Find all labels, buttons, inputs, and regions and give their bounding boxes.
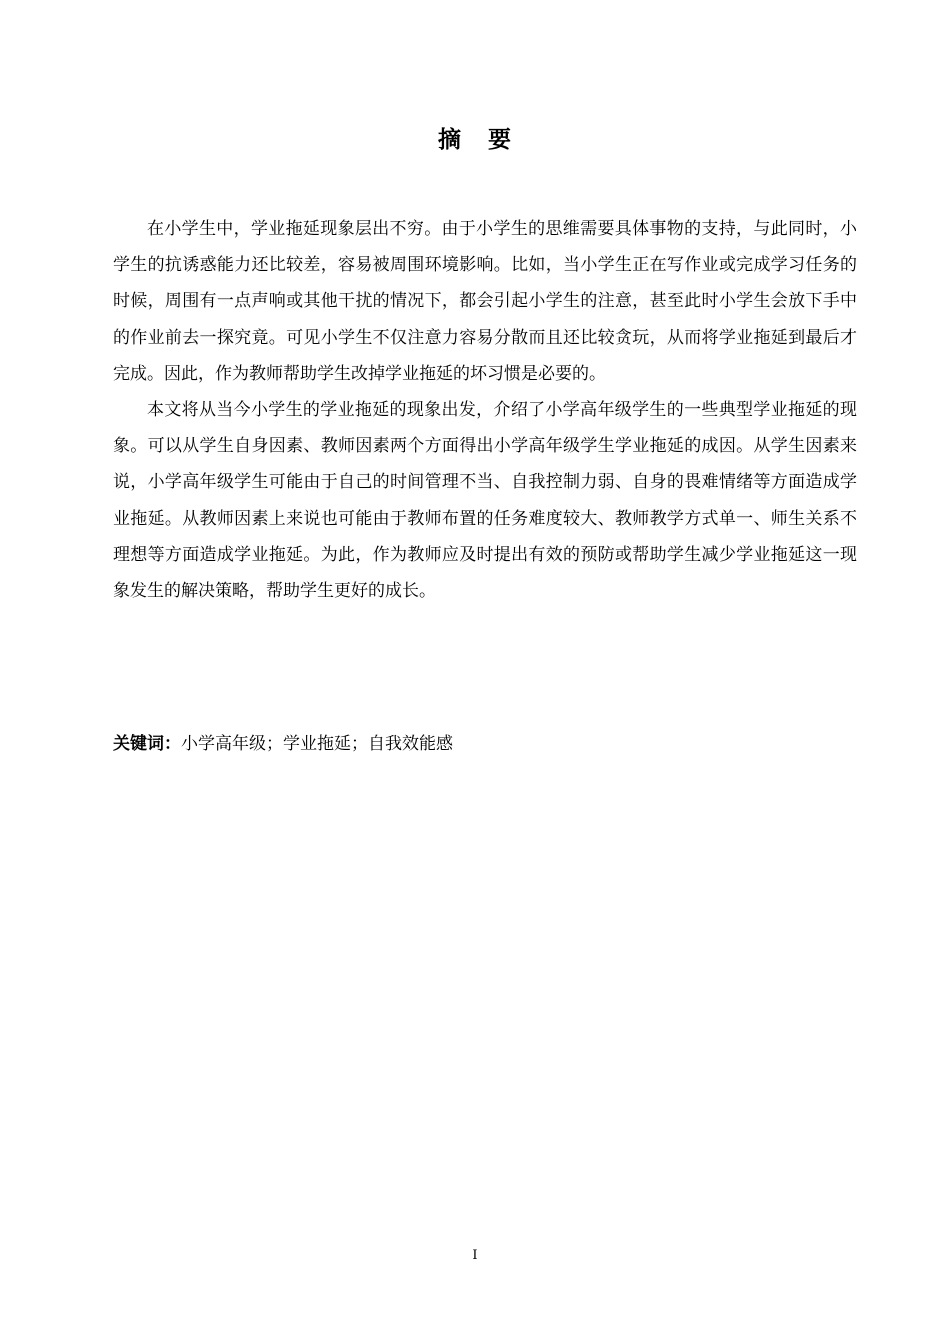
abstract-paragraph-2: 本文将从当今小学生的学业拖延的现象出发，介绍了小学高年级学生的一些典型学业拖延的现象。可以从学生自身因素、教师因素两个方面得出小学高年级学生学业拖延的成因。从学生因素来说，小学高年级学生可能由于自己的时间管理不当、自我控制力弱、自身的畏难情绪等方面造成学业拖延。从教师因素上来说也可能由于教师布置的任务难度较大、教师教学方式单一、师生关系不理想等方面造成学业拖延。为此，作为教师应及时提出有效的预防或帮助学生减少学业拖延这一现象发生的解决策略，帮助学生更好的成长。 (113, 400, 857, 602)
title-char-2: 要 (488, 127, 512, 153)
title-char-1: 摘 (438, 127, 462, 153)
keywords-value: 小学高年级；学业拖延；自我效能感 (181, 734, 453, 754)
page-title (0, 124, 950, 156)
abstract-body (113, 211, 857, 609)
keywords-label: 关键词： (113, 734, 181, 754)
page-number: I (472, 1248, 478, 1263)
abstract-paragraph-1: 在小学生中，学业拖延现象层出不穷。由于小学生的思维需要具体事物的支持，与此同时，小学生的抗诱惑能力还比较差，容易被周围环境影响。比如，当小学生正在写作业或完成学习任务的时候，周围有一点声响或其他干扰的情况下，都会引起小学生的注意，甚至此时小学生会放下手中的作业前去一探究竟。可见小学生不仅注意力容易分散而且还比较贪玩，从而将学业拖延到最后才完成。因此，作为教师帮助学生改掉学业拖延的坏习惯是必要的。 (113, 219, 857, 384)
keywords-line (113, 730, 857, 758)
